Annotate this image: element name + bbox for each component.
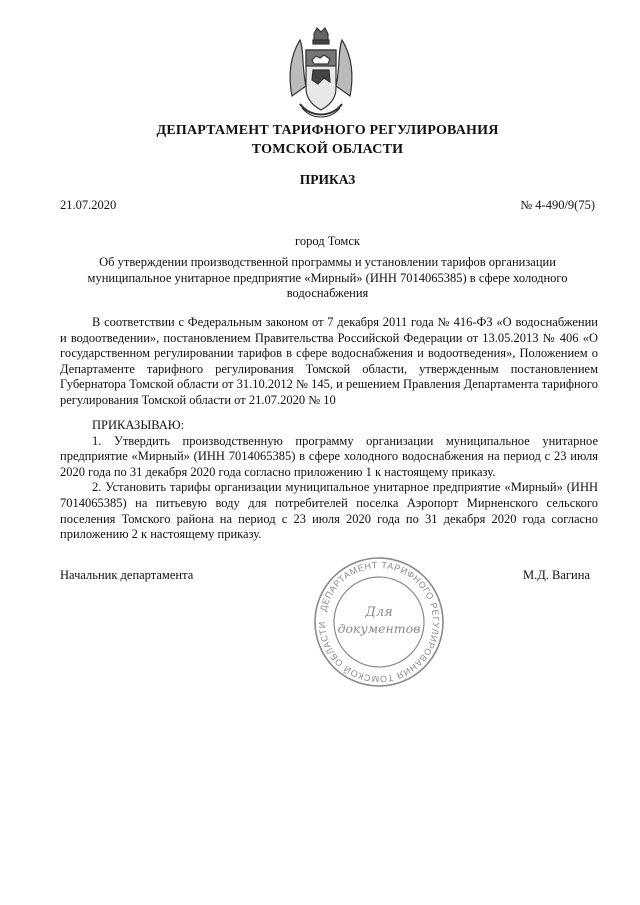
department-name-line1: ДЕПАРТАМЕНТ ТАРИФНОГО РЕГУЛИРОВАНИЯ xyxy=(156,123,499,138)
official-stamp xyxy=(312,555,446,689)
document-city: город Томск xyxy=(295,234,360,248)
order-item-2: 2. Установить тарифы организации муниципальное унитарное предприятие «Мирный» (ИНН 7014065385) на питьевую воду для потребителей поселка Аэропорт Мирненского сельского поселения Томского района на период с 23 июля 2020 года по 31 декабря 2020 года согласно приложению 2 к настоящему приказу. xyxy=(60,480,598,542)
document-subject: Об утверждении производственной программы и установлении тарифов организации муниципальное унитарное предприятие «Мирный» (ИНН 7014065385) в сфере холодного водоснабжения xyxy=(87,255,568,300)
document-number: № 4-490/9(75) xyxy=(520,198,595,212)
signatory-title: Начальник департамента xyxy=(60,568,194,582)
stamp-center-line1: Для xyxy=(365,605,393,620)
order-section xyxy=(60,418,598,543)
coat-of-arms-emblem xyxy=(286,26,356,122)
document-date: 21.07.2020 xyxy=(60,198,117,212)
department-name xyxy=(60,121,595,159)
preamble xyxy=(60,315,598,409)
preamble-paragraph: В соответствии с Федеральным законом от 7 декабря 2011 года № 416-ФЗ «О водоснабжении и водоотведении», постановлением Правительства Российской Федерации от 13.05.2013 № 406 «О государственном регулировании тарифов в сфере водоснабжения и водоотведения», Положением о Департаменте тарифного регулирования Томской области, утвержденным постановлением Губернатора Томской области от 31.10.2012 № 145, и решением Правления Департамента тарифного регулирования Томской области от 21.07.2020 № 10 xyxy=(60,315,598,407)
order-command: ПРИКАЗЫВАЮ: xyxy=(92,418,185,432)
order-item-1: 1. Утвердить производственную программу организации муниципальное унитарное предприятие «Мирный» (ИНН 7014065385) в сфере холодного водоснабжения на период с 23 июля 2020 года по 31 декабря 2020 года согласно приложению 1 к настоящему приказу. xyxy=(60,433,598,479)
stamp-ring-text: ДЕПАРТАМЕНТ ТАРИФНОГО РЕГУЛИРОВАНИЯ ТОМСКОЙ ОБЛАСТИ xyxy=(316,559,442,685)
document-type: ПРИКАЗ xyxy=(299,172,356,187)
stamp-center-line2: документов xyxy=(337,621,421,636)
department-name-line2: ТОМСКОЙ ОБЛАСТИ xyxy=(251,142,404,157)
signatory-name: М.Д. Вагина xyxy=(523,568,590,582)
